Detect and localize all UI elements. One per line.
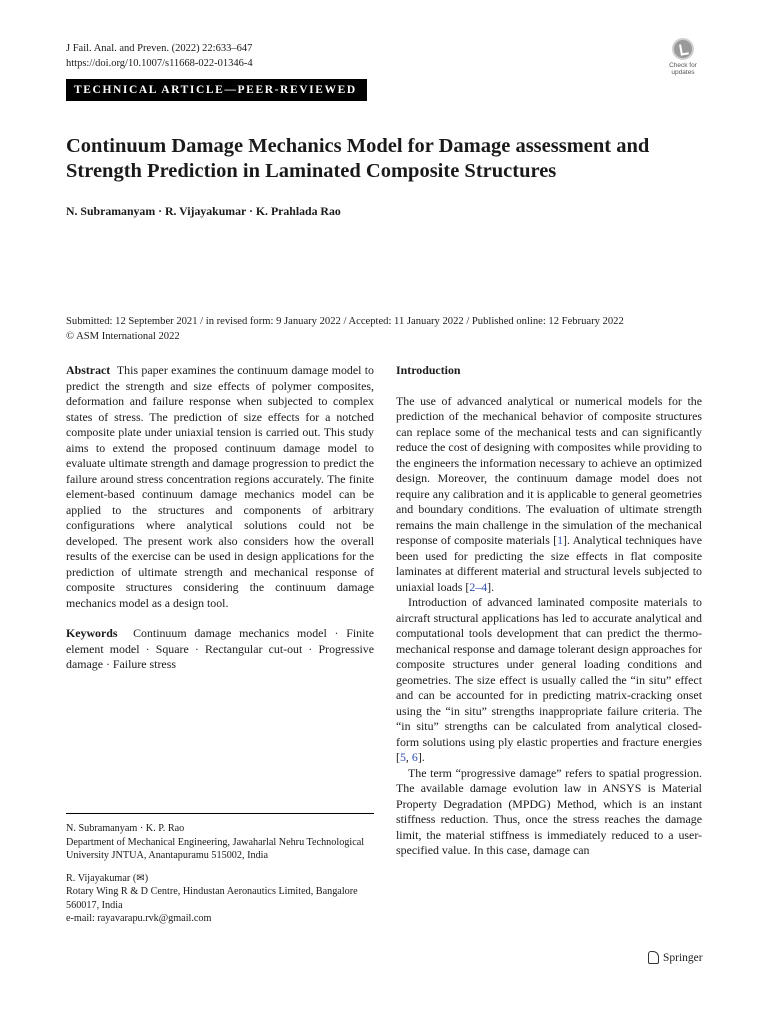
affiliation-names-1: N. Subramanyam · K. P. Rao [66, 823, 185, 834]
intro-p2-text-a: Introduction of advanced laminated composite materials to aircraft structural applications has led to accurate analytical and computational tools development that can predict the thermo-mechanical response and damage tolerant design approaches for composite structures under general loading conditions and geometries. The size effect is usually called the “in situ” effect and can be accounted for in predicting matrix-cracking onset using the “in situ” strengths inappropriate failure criteria. The “in situ” strengths can be calculated from analytical closed-form solutions using ply elastic properties and fracture energies [ [396, 595, 702, 764]
left-column [66, 363, 374, 673]
right-column [396, 363, 702, 859]
keywords-text: Continuum damage mechanics model · Finite element model · Square · Rectangular cut-out · Progressive damage · Failure stress [66, 626, 374, 671]
author-affiliations [66, 822, 374, 926]
footnote-divider [66, 813, 374, 814]
citation-link[interactable]: 2–4 [469, 579, 488, 594]
article-title: Continuum Damage Mechanics Model for Damage assessment and Strength Prediction in Laminated Composite Structures [66, 135, 650, 182]
affiliation-name-2: R. Vijayakumar (✉) [66, 872, 149, 884]
intro-paragraph-3: The term “progressive damage” refers to spatial progression. The available damage evolution law in ANSYS is Material Property Degradation (MPDG) Method, which is an instant stiffness reduction. Thus, once the stress reaches the damage limit, the material stiffness is immediately reduced to a user-specified value. In this case, damage can [396, 765, 702, 857]
journal-header [66, 41, 253, 71]
citation-separator: , [405, 750, 412, 764]
doi-link[interactable]: https://doi.org/10.1007/s11668-022-01346-4 [66, 58, 253, 69]
journal-citation: J Fail. Anal. and Preven. (2022) 22:633–647 [66, 43, 253, 54]
introduction-heading: Introduction [396, 363, 461, 377]
check-for-updates-badge[interactable] [664, 38, 702, 76]
abstract [66, 363, 374, 611]
article-type-banner: TECHNICAL ARTICLE—PEER-REVIEWED [66, 79, 367, 101]
intro-p1-text-a: The use of advanced analytical or numerical models for the prediction of the mechanical behavior of composite structures can replace some of the mechanical tests and can significantly reduce the cost of designing with composites while providing to the engineers the information necessary to achieve an optimized design. Moreover, the continuum damage model does not require any calibration and it is applicable to general geometries and boundary conditions. The evaluation of ultimate strength remains the main challenge in the simulation of the mechanical response of composite materials [ [396, 393, 702, 547]
author-email[interactable]: e-mail: rayavarapu.rvk@gmail.com [66, 913, 212, 924]
citation-link[interactable]: 5 [399, 750, 406, 764]
springer-horse-icon [648, 951, 659, 964]
intro-p1-text-c: ]. [487, 579, 495, 594]
abstract-label: Abstract [66, 363, 111, 377]
check-updates-label: Check for updates [669, 62, 697, 76]
keywords-label: Keywords [66, 626, 118, 640]
intro-paragraph-1 [396, 394, 702, 596]
intro-p1-text-b: ]. Analytical techniques have been used for predicting the size effects in flat composite laminates at different material and structural levels subjected to uniaxial loads [ [396, 533, 702, 594]
check-updates-icon [672, 38, 694, 60]
abstract-text: This paper examines the continuum damage model to predict the strength and size effects of polymer composites, deformation and failure response when subjected to complex states of stress. The prediction of size effects for a notched composite plate under uniaxial tension is carried out. This study aims to extend the proposed continuum damage model to evaluate ultimate strength and damage progression to predict the failure around stress concentration regions accurately. The finite element-based continuum damage mechanics model can be applied to the structures and components of arbitrary configurations where analytical solutions could not be developed. The present work also considers how the overall results of the exercise can be used in design applications for the prediction of ultimate strength and mechanical response of composite structures considering the continuum damage mechanics model as a design tool. [66, 363, 374, 610]
publication-history [66, 315, 624, 344]
intro-paragraph-2 [396, 595, 702, 766]
publisher-logo [648, 951, 703, 964]
citation-link[interactable]: 6 [411, 750, 418, 764]
copyright-line: © ASM International 2022 [66, 330, 180, 342]
affiliation-dept-1: Department of Mechanical Engineering, Jawaharlal Nehru Technological University JNTUA, Anantapuramu 515002, India [66, 836, 365, 861]
keywords [66, 626, 374, 673]
author-list: N. Subramanyam · R. Vijayakumar · K. Prahlada Rao [66, 204, 341, 218]
publisher-name: Springer [663, 951, 703, 964]
affiliation-org-2: Rotary Wing R & D Centre, Hindustan Aeronautics Limited, Bangalore 560017, India [66, 886, 358, 911]
submission-dates: Submitted: 12 September 2021 / in revised form: 9 January 2022 / Accepted: 11 January 2022 / Published online: 12 February 2022 [66, 316, 624, 327]
intro-p2-text-c: ]. [417, 750, 425, 764]
citation-link[interactable]: 1 [557, 533, 564, 547]
